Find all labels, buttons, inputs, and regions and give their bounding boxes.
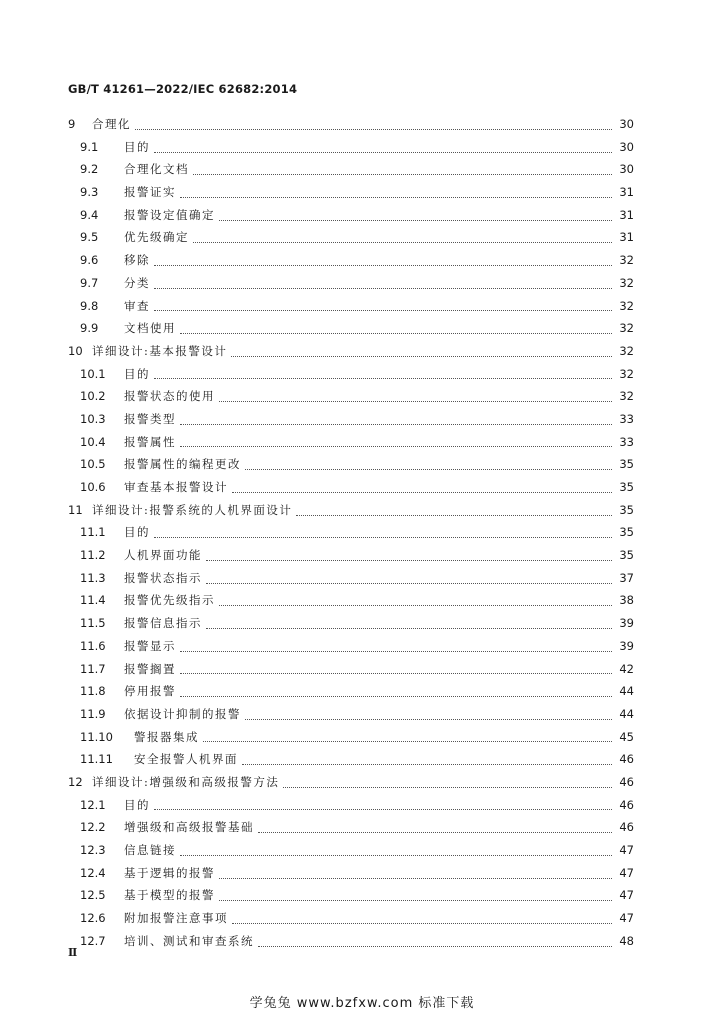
toc-entry-number: 11.11 — [80, 752, 113, 767]
toc-dot-leader — [180, 416, 612, 425]
toc-entry[interactable] — [68, 703, 634, 726]
toc-dot-leader — [180, 847, 612, 856]
toc-dot-leader — [180, 325, 612, 334]
toc-entry-number: 10.5 — [80, 457, 106, 472]
toc-entry-title: 合理化 — [92, 117, 131, 131]
toc-entry[interactable] — [68, 113, 634, 136]
toc-entry-title: 报警类型 — [124, 411, 176, 426]
toc-dot-leader — [283, 779, 612, 788]
toc-dot-leader — [231, 348, 612, 357]
toc-entry-page: 42 — [619, 661, 634, 676]
toc-entry-title: 增强级和高级报警基础 — [124, 820, 254, 835]
toc-dot-leader — [245, 711, 612, 720]
toc-entry-title: 报警证实 — [124, 185, 176, 200]
toc-entry[interactable] — [68, 635, 634, 658]
toc-entry-title: 附加报警注意事项 — [124, 911, 228, 926]
toc-entry[interactable] — [68, 567, 634, 590]
toc-entry-number: 9.4 — [80, 207, 99, 222]
toc-dot-leader — [219, 892, 612, 901]
toc-entry-page: 39 — [619, 616, 634, 631]
toc-entry-number: 9.7 — [80, 275, 99, 290]
toc-entry-number: 9.1 — [80, 139, 99, 154]
toc-entry-page: 33 — [619, 434, 634, 449]
toc-dot-leader — [154, 257, 612, 266]
toc-dot-leader — [180, 665, 612, 674]
toc-entry-number: 12.7 — [80, 933, 106, 948]
toc-entry-title: 培训、测试和审查系统 — [124, 933, 254, 948]
toc-entry-number: 11.8 — [80, 684, 106, 699]
toc-entry[interactable] — [68, 748, 634, 771]
toc-entry-title: 目的 — [124, 366, 150, 381]
toc-entry[interactable] — [68, 862, 634, 885]
toc-entry-page: 47 — [619, 888, 634, 903]
toc-entry-number: 9.6 — [80, 253, 99, 268]
toc-entry-page: 35 — [619, 480, 634, 494]
toc-dot-leader — [193, 166, 612, 175]
toc-entry-number: 11.2 — [80, 548, 106, 563]
toc-entry-number: 11.9 — [80, 706, 106, 721]
toc-entry-page: 33 — [619, 411, 634, 426]
toc-entry-title: 审查 — [124, 298, 150, 313]
toc-dot-leader — [203, 733, 612, 742]
toc-entry[interactable] — [68, 158, 634, 181]
toc-dot-leader — [296, 507, 612, 516]
toc-dot-leader — [258, 824, 612, 833]
toc-entry[interactable] — [68, 726, 634, 749]
toc-entry-number: 10.3 — [80, 411, 106, 426]
toc-entry-page: 46 — [619, 820, 634, 835]
toc-entry-number: 12.6 — [80, 911, 106, 926]
toc-entry[interactable] — [68, 544, 634, 567]
toc-entry-page: 37 — [619, 570, 634, 585]
toc-dot-leader — [219, 870, 612, 879]
toc-entry-title: 合理化文档 — [124, 162, 189, 177]
toc-entry-title: 信息链接 — [124, 843, 176, 857]
toc-dot-leader — [206, 575, 612, 584]
toc-entry[interactable] — [68, 521, 634, 544]
toc-entry-title: 基于逻辑的报警 — [124, 865, 215, 880]
toc-entry-page: 30 — [619, 162, 634, 177]
toc-entry-number: 11.3 — [80, 570, 106, 585]
toc-entry-number: 9.5 — [80, 230, 99, 245]
toc-entry[interactable] — [68, 385, 634, 408]
toc-dot-leader — [154, 370, 612, 379]
toc-entry-page: 47 — [619, 843, 634, 857]
toc-entry-page: 46 — [619, 797, 634, 812]
toc-entry-number: 9 — [68, 117, 76, 131]
toc-entry[interactable] — [68, 181, 634, 204]
toc-entry-page: 35 — [619, 548, 634, 563]
toc-entry-page: 35 — [619, 502, 634, 517]
toc-entry-title: 报警状态的使用 — [124, 389, 215, 404]
toc-entry-title: 停用报警 — [124, 684, 176, 699]
toc-entry-number: 10.1 — [80, 366, 106, 381]
toc-entry-number: 12.5 — [80, 888, 106, 903]
toc-entry[interactable] — [68, 816, 634, 839]
toc-entry[interactable] — [68, 658, 634, 681]
toc-dot-leader — [219, 597, 612, 606]
toc-entry[interactable] — [68, 226, 634, 249]
toc-entry-title: 详细设计:增强级和高级报警方法 — [92, 774, 280, 789]
toc-entry-number: 11 — [68, 502, 83, 517]
toc-entry-page: 47 — [619, 911, 634, 926]
toc-dot-leader — [206, 552, 612, 561]
toc-entry[interactable] — [68, 295, 634, 318]
toc-entry-page: 48 — [619, 933, 634, 948]
toc-dot-leader — [232, 915, 612, 924]
toc-entry-number: 10.2 — [80, 389, 106, 404]
toc-entry-number: 11.5 — [80, 616, 106, 631]
toc-entry-page: 32 — [619, 389, 634, 404]
toc-dot-leader — [242, 756, 612, 765]
toc-entry[interactable] — [68, 794, 634, 817]
toc-entry-page: 38 — [619, 593, 634, 608]
toc-dot-leader — [154, 144, 612, 153]
toc-dot-leader — [180, 438, 612, 447]
toc-entry-title: 报警属性的编程更改 — [124, 457, 241, 472]
toc-entry-page: 35 — [619, 457, 634, 472]
toc-entry[interactable] — [68, 884, 634, 907]
toc-entry-page: 32 — [619, 298, 634, 313]
toc-entry-title: 目的 — [124, 525, 150, 540]
toc-entry-title: 人机界面功能 — [124, 548, 202, 563]
toc-entry-page: 35 — [619, 525, 634, 540]
toc-dot-leader — [154, 529, 612, 538]
toc-entry-title: 详细设计:基本报警设计 — [92, 343, 228, 358]
toc-entry-number: 12.1 — [80, 797, 106, 812]
toc-entry[interactable] — [68, 340, 634, 363]
toc-entry[interactable] — [68, 249, 634, 272]
toc-entry-title: 报警属性 — [124, 434, 176, 449]
toc-entry[interactable] — [68, 771, 634, 794]
toc-dot-leader — [258, 938, 612, 947]
toc-entry-title: 目的 — [124, 139, 150, 154]
toc-entry-title: 警报器集成 — [134, 729, 199, 744]
toc-entry-number: 11.7 — [80, 661, 106, 676]
toc-dot-leader — [180, 643, 612, 652]
toc-entry[interactable] — [68, 272, 634, 295]
toc-entry-page: 47 — [619, 865, 634, 880]
toc-entry-title: 报警显示 — [124, 638, 176, 653]
toc-entry-page: 32 — [619, 343, 634, 358]
toc-entry[interactable] — [68, 589, 634, 612]
toc-entry[interactable] — [68, 431, 634, 454]
toc-entry-title: 优先级确定 — [124, 230, 189, 245]
toc-entry-page: 32 — [619, 321, 634, 336]
toc-dot-leader — [219, 393, 612, 402]
toc-entry-page: 31 — [619, 185, 634, 200]
toc-entry[interactable] — [68, 204, 634, 227]
toc-entry-page: 46 — [619, 752, 634, 767]
toc-entry-number: 11.1 — [80, 525, 106, 540]
toc-dot-leader — [135, 121, 612, 130]
toc-entry-title: 安全报警人机界面 — [134, 752, 238, 767]
toc-dot-leader — [232, 484, 612, 493]
toc-entry-number: 11.4 — [80, 593, 106, 608]
toc-entry-page: 30 — [619, 117, 634, 131]
toc-entry-page: 32 — [619, 253, 634, 268]
toc-entry[interactable] — [68, 680, 634, 703]
standard-header: GB/T 41261—2022/IEC 62682:2014 — [68, 82, 298, 96]
toc-entry-number: 12.4 — [80, 865, 106, 880]
toc-entry-number: 11.10 — [80, 729, 113, 744]
toc-entry[interactable] — [68, 408, 634, 431]
toc-entry-title: 依据设计抑制的报警 — [124, 706, 241, 721]
footer-watermark: 学兔兔 www.bzfxw.com 标准下载 — [249, 996, 475, 1011]
toc-entry-number: 12.3 — [80, 843, 106, 857]
toc-entry-number: 9.9 — [80, 321, 99, 336]
table-of-contents — [68, 113, 634, 952]
toc-entry-page: 45 — [619, 729, 634, 744]
toc-entry-number: 10.4 — [80, 434, 106, 449]
toc-dot-leader — [245, 461, 612, 470]
toc-entry-title: 分类 — [124, 275, 150, 290]
toc-entry-page: 31 — [619, 207, 634, 222]
toc-entry-title: 移除 — [124, 253, 150, 268]
page-numeral: Ⅱ — [68, 946, 78, 959]
toc-entry[interactable] — [68, 499, 634, 522]
toc-entry-number: 9.3 — [80, 185, 99, 200]
toc-entry[interactable] — [68, 363, 634, 386]
toc-entry-page: 32 — [619, 275, 634, 290]
toc-entry-title: 报警设定值确定 — [124, 207, 215, 222]
toc-entry-number: 9.2 — [80, 162, 99, 177]
toc-entry-number: 11.6 — [80, 638, 106, 653]
toc-entry-title: 报警信息指示 — [124, 616, 202, 631]
toc-entry-page: 32 — [619, 366, 634, 381]
toc-entry-number: 9.8 — [80, 298, 99, 313]
toc-dot-leader — [154, 280, 612, 289]
toc-entry-title: 详细设计:报警系统的人机界面设计 — [92, 502, 293, 517]
toc-dot-leader — [154, 302, 612, 311]
toc-dot-leader — [154, 801, 612, 810]
toc-entry-title: 目的 — [124, 797, 150, 812]
toc-entry-page: 30 — [619, 139, 634, 154]
toc-entry-title: 报警优先级指示 — [124, 593, 215, 608]
toc-entry[interactable] — [68, 476, 634, 499]
toc-entry-title: 文档使用 — [124, 321, 176, 336]
toc-entry-title: 报警搁置 — [124, 661, 176, 676]
toc-entry[interactable] — [68, 839, 634, 862]
toc-dot-leader — [193, 234, 612, 243]
toc-entry-number: 10 — [68, 343, 83, 358]
toc-entry-number: 12.2 — [80, 820, 106, 835]
toc-dot-leader — [180, 688, 612, 697]
toc-entry-title: 报警状态指示 — [124, 570, 202, 585]
toc-entry-title: 审查基本报警设计 — [124, 480, 228, 494]
toc-entry[interactable] — [68, 930, 634, 953]
toc-entry[interactable] — [68, 317, 634, 340]
toc-dot-leader — [206, 620, 612, 629]
toc-entry-page: 44 — [619, 684, 634, 699]
toc-entry[interactable] — [68, 136, 634, 159]
toc-entry-number: 12 — [68, 774, 83, 789]
toc-dot-leader — [219, 212, 612, 221]
toc-entry[interactable] — [68, 612, 634, 635]
toc-entry-page: 31 — [619, 230, 634, 245]
toc-entry-page: 44 — [619, 706, 634, 721]
toc-entry-page: 46 — [619, 774, 634, 789]
toc-entry[interactable] — [68, 907, 634, 930]
toc-entry-number: 10.6 — [80, 480, 106, 494]
toc-entry-title: 基于模型的报警 — [124, 888, 215, 903]
toc-entry-page: 39 — [619, 638, 634, 653]
toc-entry[interactable] — [68, 453, 634, 476]
toc-dot-leader — [180, 189, 612, 198]
